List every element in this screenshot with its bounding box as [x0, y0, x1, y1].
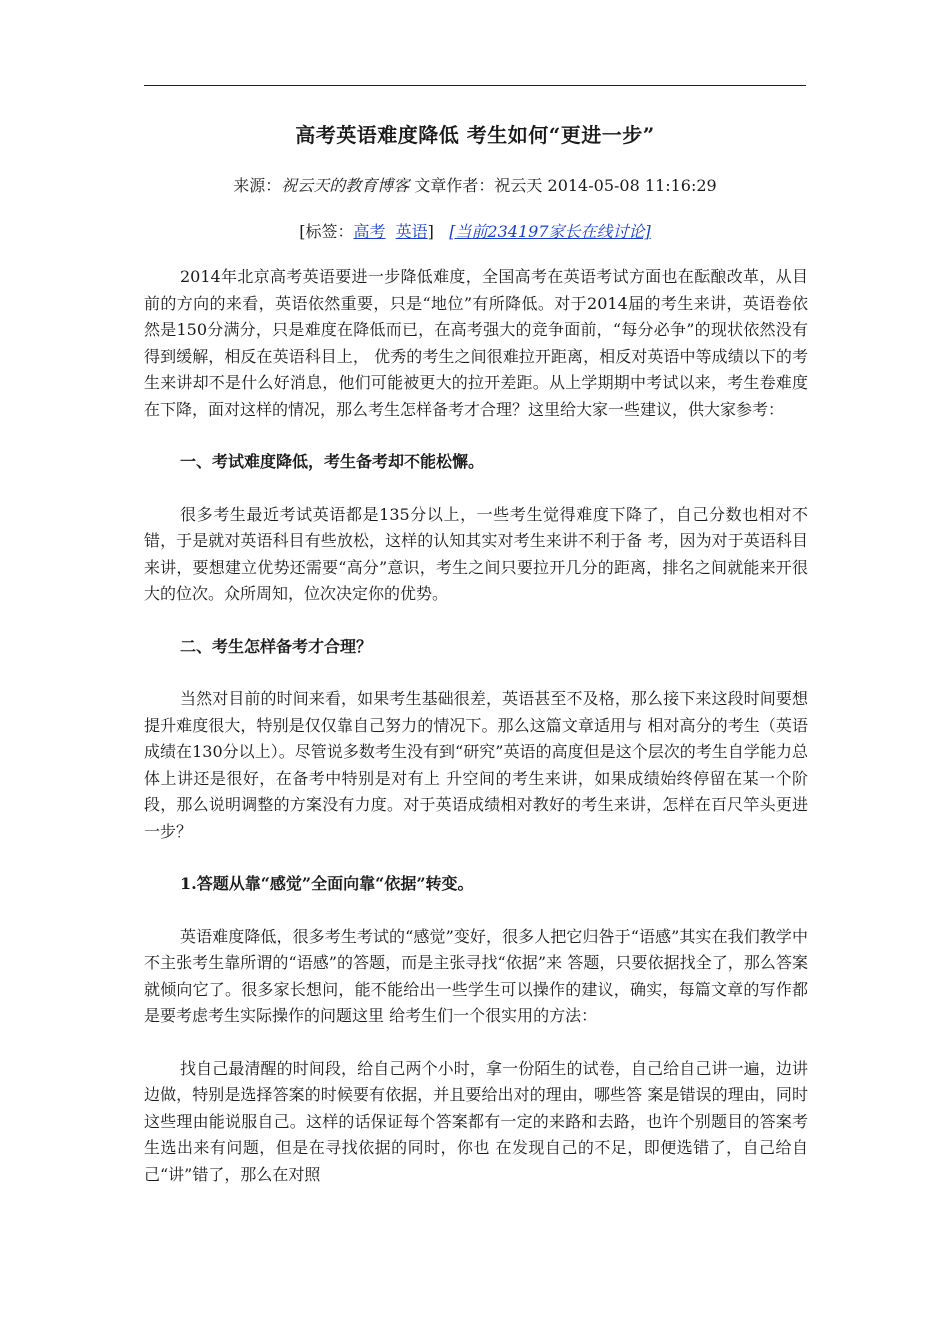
paragraph-method: 找自己最清醒的时间段，给自己两个小时，拿一份陌生的试卷，自己给自己讲一遍，边讲边做，特别是选择答案的时候要有依据，并且要给出对的理由，哪些答 案是错误的理由，同时这些理由能说服自己。这样的话保证每个答案都有一定的来路和去路，也许个别题目的答案考生选出来有问题，但是在寻找依据的同时，你也 在发现自己的不足，即便选错了，自己给自己“讲”错了，那么在对照 — [144, 1058, 808, 1184]
article-title: 高考英语难度降低 考生如何“更进一步” — [295, 123, 655, 147]
paragraph-intro: 2014年北京高考英语要进一步降低难度，全国高考在英语考试方面也在酝酿改革，从目前的方向的来看，英语依然重要，只是“地位”有所降低。对于2014届的考生来讲，英语卷依然是150分满分，只是难度在降低而已，在高考强大的竞争面前，“每分必争”的现状依然没有得到缓解，相反在英语科目上， 优秀的考生之间很难拉开距离，相反对英语中等成绩以下的考生来讲却不是什么好消息，他们可能被更大的拉开差距。从上学期期中考试以来，考生卷难度在下降，面对这样的情况，那么考生怎样备考才合理？这里给大家一些建议，供大家参考： — [144, 267, 808, 419]
section-heading-2: 二、考生怎样备考才合理？ — [180, 636, 373, 656]
section-heading-1: 一、考试难度降低，考生备考却不能松懈。 — [180, 452, 485, 471]
paragraph-section-2: 当然对目前的时间来看，如果考生基础很差，英语甚至不及格，那么接下来这段时间要想提升难度很大，特别是仅仅靠自己努力的情况下。那么这篇文章适用与 相对高分的考生（英语成绩在130分以上）。尽管说多数考生没有到“研究”英语的高度但是这个层次的考生自学能力总体上讲还是很好，在备考中特别是对有上 升空间的考生来讲，如果成绩始终停留在某一个阶段，那么说明调整的方案没有力度。对于英语成绩相对教好的考生来讲，怎样在百尺竿头更进一步？ — [144, 689, 808, 841]
subsection-heading-1: 1.答题从靠“感觉”全面向靠“依据”转变。 — [180, 874, 474, 893]
author-label: 文章作者： — [409, 176, 495, 195]
tags-line — [0, 219, 950, 242]
header-rule — [144, 85, 806, 86]
author-name: 祝云天 — [494, 176, 543, 195]
publish-datetime: 2014-05-08 11:16:29 — [547, 176, 717, 195]
source-name: 祝云天的教育博客 — [281, 176, 410, 195]
tag-link-english[interactable]: 英语 — [395, 222, 428, 241]
source-label: 来源： — [233, 176, 282, 195]
tag-link-gaokao[interactable]: 高考 — [353, 222, 386, 241]
paragraph-section-1: 很多考生最近考试英语都是135分以上，一些考生觉得难度下降了，自己分数也相对不错，于是就对英语科目有些放松，这样的认知其实对考生来讲不利于备 考，因为对于英语科目来讲，要想建立优势还需要“高分”意识，考生之间只要拉开几分的距离，排名之间就能来开很大的位次。众所周知，位次决定你的优势。 — [144, 504, 808, 603]
paragraph-subsection-1: 英语难度降低，很多考生考试的“感觉”变好，很多人把它归咎于“语感”其实在我们教学中不主张考生靠所谓的“语感”的答题，而是主张寻找“依据”来 答题，只要依据找全了，那么答案就倾向它了。很多家长想问，能不能给出一些学生可以操作的建议，确实，每篇文章的写作都是要考虑考生实际操作的问题这里 给考生们一个很实用的方法： — [144, 926, 808, 1025]
article-meta — [0, 173, 950, 196]
discussion-link[interactable]: [当前234197家长在线讨论] — [449, 222, 651, 241]
article-body — [144, 264, 808, 1188]
tags-open: [标签： — [299, 222, 354, 241]
tags-close: ] — [427, 222, 434, 241]
